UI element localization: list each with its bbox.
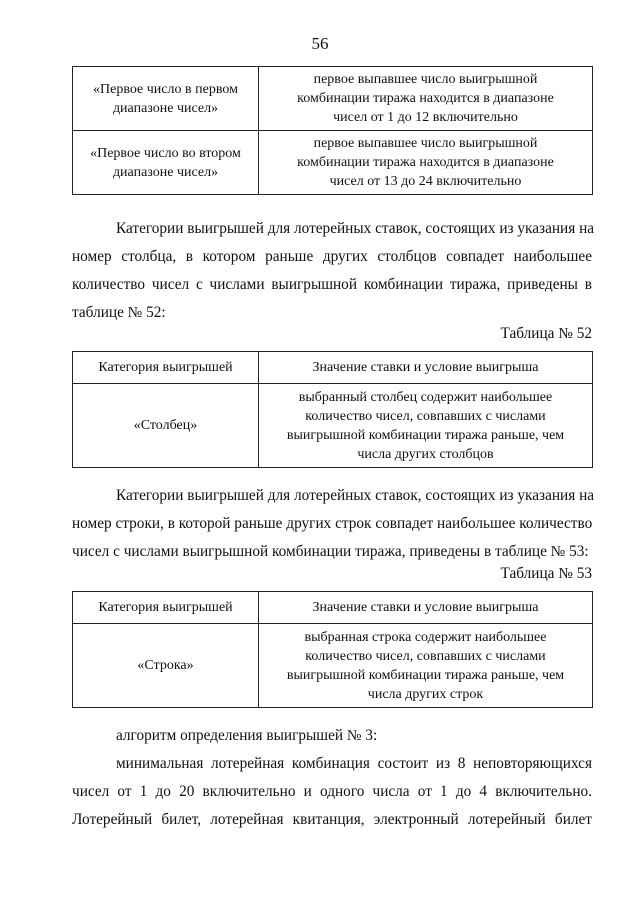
cell-text-line: диапазоне чисел» xyxy=(112,100,219,116)
paragraph-line: алгоритм определения выигрышей № 3: xyxy=(116,727,378,744)
table-cell-category: «Строка» xyxy=(73,624,259,708)
table-52 xyxy=(72,351,593,468)
column-header: Значение ставки и условие выигрыша xyxy=(259,352,593,384)
table-caption-52: Таблица № 52 xyxy=(500,325,592,342)
cell-text-line: первое выпавшее число выигрышной xyxy=(313,136,538,151)
cell-text-line: числа других строк xyxy=(367,686,484,702)
page-number: 56 xyxy=(311,34,329,53)
table-cell-condition xyxy=(259,131,593,195)
table-cell-condition xyxy=(259,67,593,131)
cell-text-line: выигрышной комбинации тиража раньше, чем xyxy=(286,427,565,443)
paragraph-algorithm-heading xyxy=(72,722,592,750)
table-row xyxy=(73,624,593,708)
paragraph-line: таблице № 52: xyxy=(72,304,166,321)
table-caption-53: Таблица № 53 xyxy=(500,565,592,582)
paragraph-line: минимальная лотерейная комбинация состоит из 8 неповторяющихся xyxy=(116,755,592,772)
paragraph-column-categories xyxy=(72,215,595,327)
table-cell-condition xyxy=(259,624,593,708)
paragraph-line: номер строки, в которой раньше других строк совпадет наибольшее количество xyxy=(72,515,593,532)
table-53 xyxy=(72,591,593,708)
cell-text-line: диапазоне чисел» xyxy=(112,164,219,180)
table-header-row xyxy=(73,352,593,384)
paragraph-line: количество чисел с числами выигрышной комбинации тиража, приведены в xyxy=(72,276,592,293)
paragraph-minimal-combination xyxy=(72,750,592,834)
table-cell-category xyxy=(73,131,259,195)
table-row xyxy=(73,384,593,468)
cell-text-line: «Первое число во втором xyxy=(90,145,241,161)
table-row xyxy=(73,67,593,131)
table-row xyxy=(73,131,593,195)
cell-text-line: комбинации тиража находится в диапазоне xyxy=(297,91,554,106)
table-cell-category: «Столбец» xyxy=(73,384,259,468)
paragraph-line: чисел от 1 до 20 включительно и одного числа от 1 до 4 включительно. xyxy=(72,783,592,800)
table-cell-condition xyxy=(259,384,593,468)
column-header: Категория выигрышей xyxy=(73,352,259,384)
cell-text-line: числа других столбцов xyxy=(357,446,494,462)
table-first-number-ranges xyxy=(72,66,593,195)
cell-text-line: «Первое число в первом xyxy=(93,81,238,97)
cell-text-line: чисел от 13 до 24 включительно xyxy=(329,174,522,189)
paragraph-line: Категории выигрышей для лотерейных ставок, состоящих из указания на xyxy=(116,487,595,504)
cell-text-line: количество чисел, совпавших с числами xyxy=(305,648,546,664)
cell-text-line: выбранный столбец содержит наибольшее xyxy=(298,389,553,405)
cell-text-line: чисел от 1 до 12 включительно xyxy=(333,110,518,125)
paragraph-line: чисел с числами выигрышной комбинации тиража, приведены в таблице № 53: xyxy=(72,543,589,560)
cell-text-line: комбинации тиража находится в диапазоне xyxy=(297,155,554,170)
cell-text-line: выбранная строка содержит наибольшее xyxy=(304,629,547,645)
table-header-row xyxy=(73,592,593,624)
column-header: Категория выигрышей xyxy=(73,592,259,624)
paragraph-line: номер столбца, в котором раньше других столбцов совпадет наибольшее xyxy=(72,248,592,265)
cell-text-line: количество чисел, совпавших с числами xyxy=(305,408,546,424)
cell-text-line: выигрышной комбинации тиража раньше, чем xyxy=(286,667,565,683)
paragraph-line: Лотерейный билет, лотерейная квитанция, электронный лотерейный билет xyxy=(72,811,592,828)
column-header: Значение ставки и условие выигрыша xyxy=(259,592,593,624)
cell-text-line: первое выпавшее число выигрышной xyxy=(313,72,538,87)
paragraph-row-categories xyxy=(72,482,595,566)
table-cell-category xyxy=(73,67,259,131)
paragraph-line: Категории выигрышей для лотерейных ставок, состоящих из указания на xyxy=(116,220,595,237)
